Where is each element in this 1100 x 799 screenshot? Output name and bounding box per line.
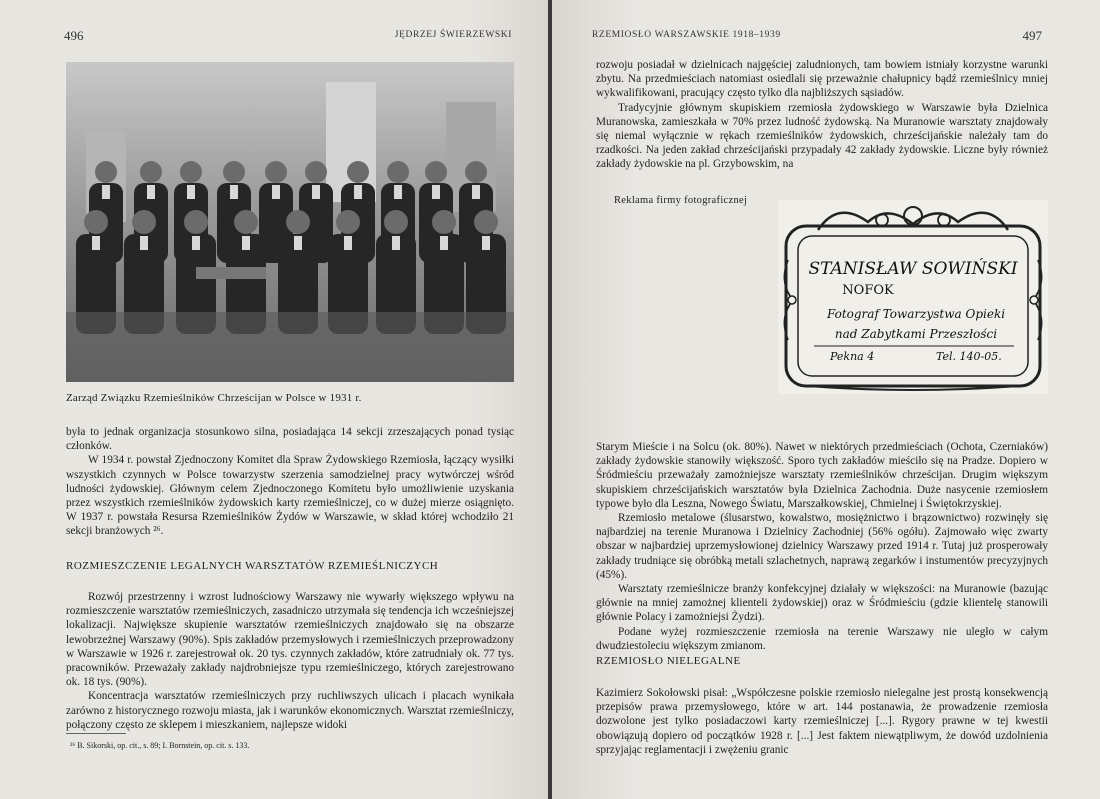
person-head — [95, 161, 117, 183]
left-body-1 — [66, 425, 514, 539]
ad-line-3: Fotograf Towarzystwa Opieki — [826, 307, 1006, 321]
paragraph: W 1934 r. powstał Zjednoczony Komitet dla Spraw Żydowskiego Rzemiosła, łączący wysiłki wszystkich czynnych w Polsce towarzystw szerzenia samodzielnej pracy wytwórczej wśród ludności żydowskiej. Głównym celem Zjednoczonego Komitetu było umożliwienie uzyskania przez wszystkich rzemieślników żydowskich karty rzemieślniczej, co w dużej mierze osiągnięto. W 1937 r. powstała Resursa Rzemieślników Żydów w Warszawie, w skład której wchodziło 21 sekcji branżowych ²⁶. — [66, 454, 514, 538]
person-head — [474, 210, 498, 234]
person-head — [140, 161, 162, 183]
person-head — [132, 210, 156, 234]
ad-label: Reklama firmy fotograficznej — [614, 195, 748, 206]
person-collar — [394, 185, 402, 199]
ad-line-1: STANISŁAW SOWIŃSKI — [808, 259, 1018, 279]
person-collar — [92, 236, 100, 250]
person-head — [286, 210, 310, 234]
person-head — [432, 210, 456, 234]
paragraph: Rozwój przestrzenny i wzrost ludnościowy Warszawy nie wywarły większego wpływu na rozmieszczenie warsztatów rzemieślniczych, zasadniczo utrzymała się tendencja ich wcześniejszej lokalizacji. Największe skupienie warsztatów rzemieślniczych znajdowało się na obszarze lewobrzeżnej Warszawy (90%). Spis zakładów przemysłowych i rzemieślniczych przeprowadzony w Warszawie w 1926 r. zarejestrował ok. 20 tys. czynnych zakładów, które zatrudniały ok. 77 tys. pracowników. Przeważały zakłady najdrobniejsze typu rzemieślniczego, których zarejestrowano ok. 18 tys. (90%). — [66, 591, 514, 689]
person-head — [425, 161, 447, 183]
person-collar — [102, 185, 110, 199]
person-collar — [140, 236, 148, 250]
person-collar — [482, 236, 490, 250]
group-photo-image — [66, 62, 514, 382]
ad-line-2: NOFOK — [842, 283, 894, 298]
person-head — [234, 210, 258, 234]
paragraph: Warsztaty rzemieślnicze branży konfekcyjnej działały w większości: na Muranowie (bazując głównie na mniej zamożnej klienteli żydowskiej) oraz w Śródmieściu (gdzie klientelę stanowili głównie Polacy i zamożniejsi Żydzi). — [596, 583, 1048, 624]
left-body-2 — [66, 590, 514, 732]
paragraph: Podane wyżej rozmieszczenie rzemiosła na terenie Warszawy nie uległo w całym dwudziestoleciu większym zmianom. — [596, 625, 1048, 652]
person-head — [387, 161, 409, 183]
ad-line-5: Pekna 4 — [830, 350, 875, 363]
person-head — [347, 161, 369, 183]
paragraph: była to jednak organizacja stosunkowo silna, posiadająca 14 sekcji zrzeszających ponad tysiąc członków. — [66, 426, 514, 453]
person-collar — [230, 185, 238, 199]
section-title-left: ROZMIESZCZENIE LEGALNYCH WARSZTATÓW RZEMIEŚLNICZYCH — [66, 560, 439, 572]
person-collar — [147, 185, 155, 199]
photo-caption: Zarząd Związku Rzemieślników Chrześcijan w Polsce w 1931 r. — [66, 392, 362, 404]
person-head — [265, 161, 287, 183]
footnote-rule — [66, 733, 126, 734]
photographer-advertisement — [778, 200, 1048, 394]
person-collar — [472, 185, 480, 199]
paragraph: Starym Mieście i na Solcu (ok. 80%). Nawet w niektórych przedmieściach (Ochota, Czerniaków) zakłady żydowskie stanowiły większość. Sporo tych zakładów mieściło się na Pradze. Dopiero w Śródmieściu przeważały zamożniejsze warsztaty rzemieślników chrześcijan. Drugim większym skupiskiem chrześcijańskich warsztatów była Dzielnica Zachodnia. Duże nasycenie rzemiosłem typowe było dla Leszna, Nowego Światu, Marszałkowskiej, Chmielnej i Świętokrzyskiej. — [596, 441, 1048, 510]
paragraph: rozwoju posiadał w dzielnicach najgęściej zaludnionych, tam bowiem istniały korzystne warunki zbytu. Na przedmieściach natomiast osiedlali się przeważnie chałupnicy bądź rzemieślnicy mniej wykwalifikowani, pracujący często tylko dla najbliższych sąsiadów. — [596, 59, 1048, 100]
running-head-left: JĘDRZEJ ŚWIERZEWSKI — [394, 30, 512, 40]
person-collar — [187, 185, 195, 199]
paragraph: Rzemiosło metalowe (ślusarstwo, kowalstwo, mosiężnictwo i brązownictwo) rozwinęły się najbardziej na terenie Muranowa i Dzielnicy Zachodniej (56% ogółu). Zajmowało więc zwarty obszar w najbardziej uprzemysłowionej dzielnicy Warszawy przed 1914 r. Tutaj już prosperowały zakłady trudniące się obróbką metali szlachetnych, naprawą zegarków i instumentów precyzyjnych (45%). — [596, 512, 1048, 581]
section-title-right: RZEMIOSŁO NIELEGALNE — [596, 655, 741, 667]
paragraph: Koncentracja warsztatów rzemieślniczych przy ruchliwszych ulicach i placach wynikała zarówno z historycznego rozwoju miasta, jak i warunków ekonomicznych. Warsztat rzemieślniczy, połączony często ze sklepem i mieszkaniem, najlepsze widoki — [66, 690, 514, 731]
person-collar — [354, 185, 362, 199]
person-collar — [294, 236, 302, 250]
left-page — [0, 0, 548, 799]
group-photo — [66, 62, 514, 382]
person-collar — [312, 185, 320, 199]
person-head — [84, 210, 108, 234]
person-head — [305, 161, 327, 183]
running-head-right: RZEMIOSŁO WARSZAWSKIE 1918–1939 — [592, 30, 781, 40]
person-collar — [272, 185, 280, 199]
paragraph: Tradycyjnie głównym skupiskiem rzemiosła żydowskiego w Warszawie była Dzielnica Muranowska, zamieszkała w 70% przez ludność żydowską. Na Muranowie warsztaty znajdowały się niemal wyłącznie w rękach rzemieślników żydowskich, chrześcijańskie należały tam do rzadkości. Na jeden zakład chrześcijański przypadały 42 zakłady żydowskie. Liczne były również zakłady żydowskie na pl. Grzybowskim, na — [596, 101, 1048, 171]
person-head — [223, 161, 245, 183]
page-number-right: 497 — [1022, 28, 1042, 43]
advertisement-frame — [778, 200, 1048, 394]
page-number-left: 496 — [64, 28, 84, 43]
person-collar — [344, 236, 352, 250]
ad-line-4: nad Zabytkami Przeszłości — [834, 327, 998, 341]
person-head — [336, 210, 360, 234]
paragraph: Kazimierz Sokołowski pisał: „Współczesne polskie rzemiosło nielegalne jest prostą konsekwencją przepisów prawa przemysłowego, które w art. 144 postanawia, że prowadzenie rzemiosła dozwolone jest tylko posiadaczowi karty rzemieślniczej [...]. Rygory prawne w tej kwestii obowiązują dopiero od początków 1928 r. [...] Jest faktem niewątpliwym, że dowód uzdolnienia sprzyjając reglamentacji i zwężeniu granic — [596, 687, 1048, 756]
person-collar — [432, 185, 440, 199]
person-collar — [440, 236, 448, 250]
person-head — [180, 161, 202, 183]
person-head — [184, 210, 208, 234]
right-body-3 — [596, 686, 1048, 757]
person-collar — [242, 236, 250, 250]
person-head — [465, 161, 487, 183]
right-page — [552, 0, 1100, 799]
person-head — [384, 210, 408, 234]
right-body-1 — [596, 58, 1048, 172]
footnote: ²⁶ B. Sikorski, op. cit., s. 89; I. Bornstein, op. cit. s. 133. — [70, 741, 250, 750]
right-body-2 — [596, 440, 1048, 653]
person-collar — [392, 236, 400, 250]
person-collar — [192, 236, 200, 250]
ad-line-6: Tel. 140-05. — [936, 350, 1002, 363]
